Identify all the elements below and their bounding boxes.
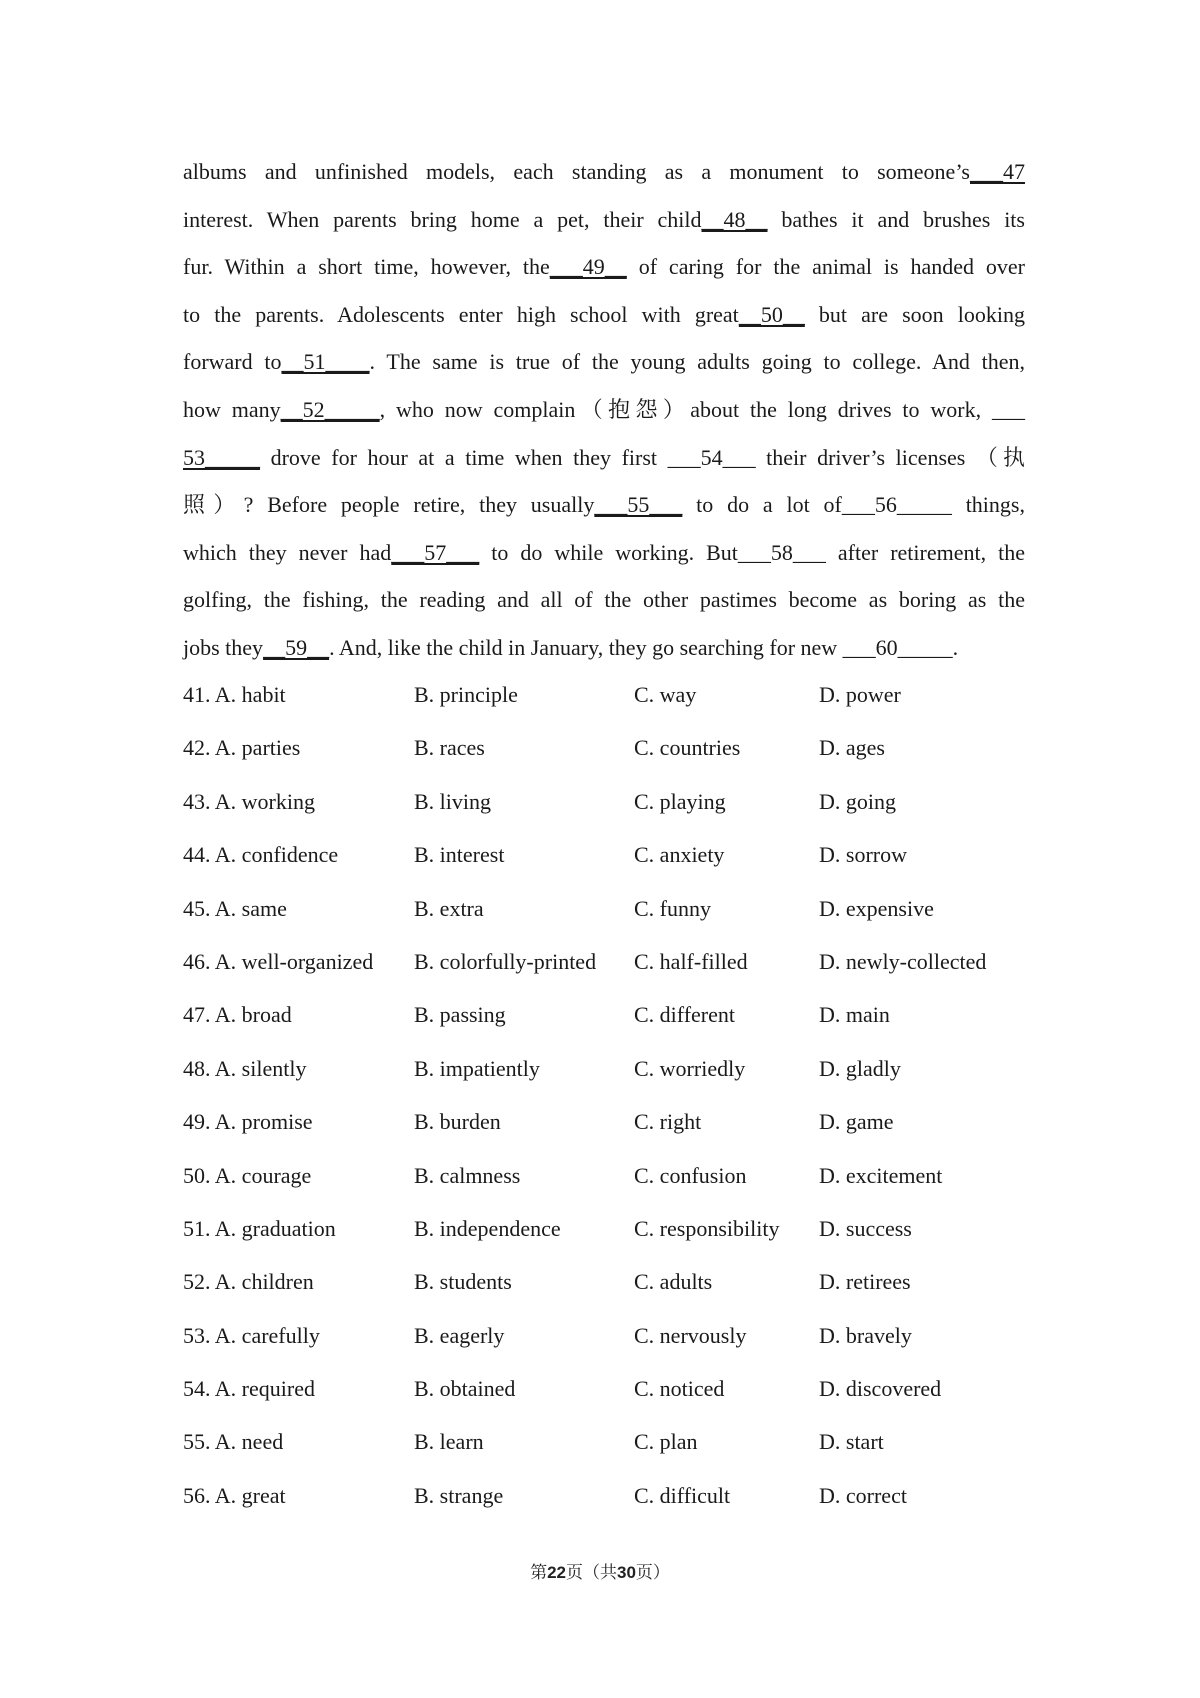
option-d: D. power: [819, 682, 901, 707]
option-a: 51. A. graduation: [183, 1215, 336, 1241]
question-row: [183, 1050, 1043, 1103]
option-b: B. principle: [414, 682, 518, 707]
question-row: [183, 1210, 1043, 1263]
option-d: D. main: [819, 1002, 890, 1028]
option-d: D. retirees: [819, 1269, 911, 1295]
page-total: 30: [617, 1563, 636, 1582]
question-row: [183, 996, 1043, 1049]
option-c: C. half-filled: [634, 948, 748, 974]
option-c: C. funny: [634, 895, 711, 921]
option-c: C. adults: [634, 1269, 713, 1295]
answer-blank: __52_____: [280, 396, 380, 422]
option-a: 56. A. great: [183, 1482, 286, 1508]
option-d: D. gladly: [819, 1055, 901, 1081]
option-c: C. difficult: [634, 1482, 731, 1508]
option-d: D. bravely: [819, 1322, 912, 1348]
question-row: [183, 1263, 1043, 1316]
option-b: B. colorfully-printed: [414, 948, 597, 974]
option-a: 49. A. promise: [183, 1109, 313, 1135]
option-b: B. extra: [414, 895, 484, 921]
page-footer: 第22页（共30页）: [530, 1563, 670, 1583]
question-row: [183, 1103, 1043, 1156]
option-c: C. right: [634, 1109, 702, 1135]
option-a: 41. A. habit: [183, 682, 286, 707]
option-a: 46. A. well-organized: [183, 948, 374, 974]
option-a: 54. A. required: [183, 1376, 315, 1402]
option-d: D. game: [819, 1109, 894, 1135]
option-d: D. correct: [819, 1482, 907, 1508]
option-d: D. excitement: [819, 1162, 943, 1188]
option-c: C. plan: [634, 1429, 698, 1455]
option-c: C. playing: [634, 788, 726, 814]
option-d: D. going: [819, 788, 896, 814]
option-d: D. ages: [819, 735, 885, 761]
option-a: 47. A. broad: [183, 1002, 292, 1028]
option-b: B. passing: [414, 1002, 506, 1028]
question-row: [183, 1423, 1043, 1476]
option-d: D. expensive: [819, 895, 934, 921]
option-a: 48. A. silently: [183, 1055, 307, 1081]
answer-options: [183, 676, 1043, 1530]
option-b: B. independence: [414, 1215, 561, 1241]
option-c: C. noticed: [634, 1376, 725, 1402]
option-b: B. races: [414, 735, 485, 761]
option-d: D. success: [819, 1215, 912, 1241]
question-row: [183, 1370, 1043, 1423]
option-d: D. discovered: [819, 1376, 942, 1402]
answer-blank: __59__: [263, 634, 330, 660]
question-row: [183, 1477, 1043, 1530]
option-c: C. way: [634, 682, 697, 707]
passage-line: albums and unfinished models, each standing as a monument to someone’s___47: [183, 159, 1025, 184]
option-b: B. students: [414, 1269, 512, 1295]
answer-blank: ___49__: [549, 254, 627, 280]
question-row: [183, 729, 1043, 782]
option-b: B. impatiently: [414, 1055, 540, 1081]
answer-blank: 53_____: [183, 444, 260, 470]
answer-blank: ___57___: [391, 539, 480, 565]
question-row: [183, 943, 1043, 996]
option-c: C. worriedly: [634, 1055, 746, 1081]
option-d: D. sorrow: [819, 842, 907, 868]
option-c: C. nervously: [634, 1322, 747, 1348]
passage-line: how many__52_____, who now complain（抱怨）about the long drives to work, ___: [183, 396, 1025, 422]
passage-line: forward to__51____. The same is true of the young adults going to college. And then,: [183, 349, 1025, 375]
option-d: D. start: [819, 1429, 884, 1455]
option-a: 43. A. working: [183, 788, 315, 814]
question-row: [183, 676, 1043, 729]
answer-blank: ___55___: [594, 492, 683, 518]
passage-line: fur. Within a short time, however, the___49__ of caring for the animal is handed over: [183, 254, 1026, 280]
answer-blank: __48__: [701, 206, 768, 232]
option-a: 50. A. courage: [183, 1162, 312, 1188]
answer-blank: ___47: [970, 159, 1025, 184]
option-a: 42. A. parties: [183, 735, 301, 761]
option-c: C. confusion: [634, 1162, 747, 1188]
option-a: 44. A. confidence: [183, 842, 339, 868]
cloze-passage: [183, 148, 1025, 672]
option-b: B. living: [414, 788, 492, 814]
passage-line: golfing, the fishing, the reading and all of the other pastimes become as boring as the: [183, 587, 1025, 613]
option-b: B. strange: [414, 1482, 504, 1508]
option-b: B. learn: [414, 1429, 484, 1455]
answer-blank: __50__: [738, 301, 805, 327]
passage-line: 照）? Before people retire, they usually___55___ to do a lot of___56_____ things,: [183, 492, 1025, 518]
option-a: 45. A. same: [183, 895, 287, 921]
option-b: B. interest: [414, 842, 505, 868]
option-b: B. eagerly: [414, 1322, 505, 1348]
passage-line: to the parents. Adolescents enter high school with great__50__ but are soon looking: [183, 301, 1025, 327]
question-row: [183, 1157, 1043, 1210]
answer-blank: __51____: [281, 349, 370, 375]
option-c: C. different: [634, 1002, 736, 1028]
option-b: B. obtained: [414, 1376, 516, 1402]
passage-line: jobs they__59__. And, like the child in January, they go searching for new ___60_____.: [183, 634, 959, 660]
option-a: 55. A. need: [183, 1429, 284, 1455]
passage-line: 53_____ drove for hour at a time when they first ___54___ their driver’s licenses （执: [183, 444, 1025, 470]
option-c: C. anxiety: [634, 842, 725, 868]
question-row: [183, 836, 1043, 889]
page-number: 22: [547, 1563, 566, 1582]
option-b: B. calmness: [414, 1162, 521, 1188]
option-b: B. burden: [414, 1109, 501, 1135]
passage-line: interest. When parents bring home a pet, their child__48__ bathes it and brushes its: [183, 206, 1025, 232]
option-c: C. responsibility: [634, 1215, 780, 1241]
option-d: D. newly-collected: [819, 948, 987, 974]
question-row: [183, 783, 1043, 836]
option-a: 52. A. children: [183, 1269, 314, 1295]
question-row: [183, 1317, 1043, 1370]
question-row: [183, 890, 1043, 943]
option-a: 53. A. carefully: [183, 1322, 320, 1348]
passage-line: which they never had___57___ to do while working. But___58___ after retirement, the: [183, 539, 1025, 565]
option-c: C. countries: [634, 735, 741, 761]
